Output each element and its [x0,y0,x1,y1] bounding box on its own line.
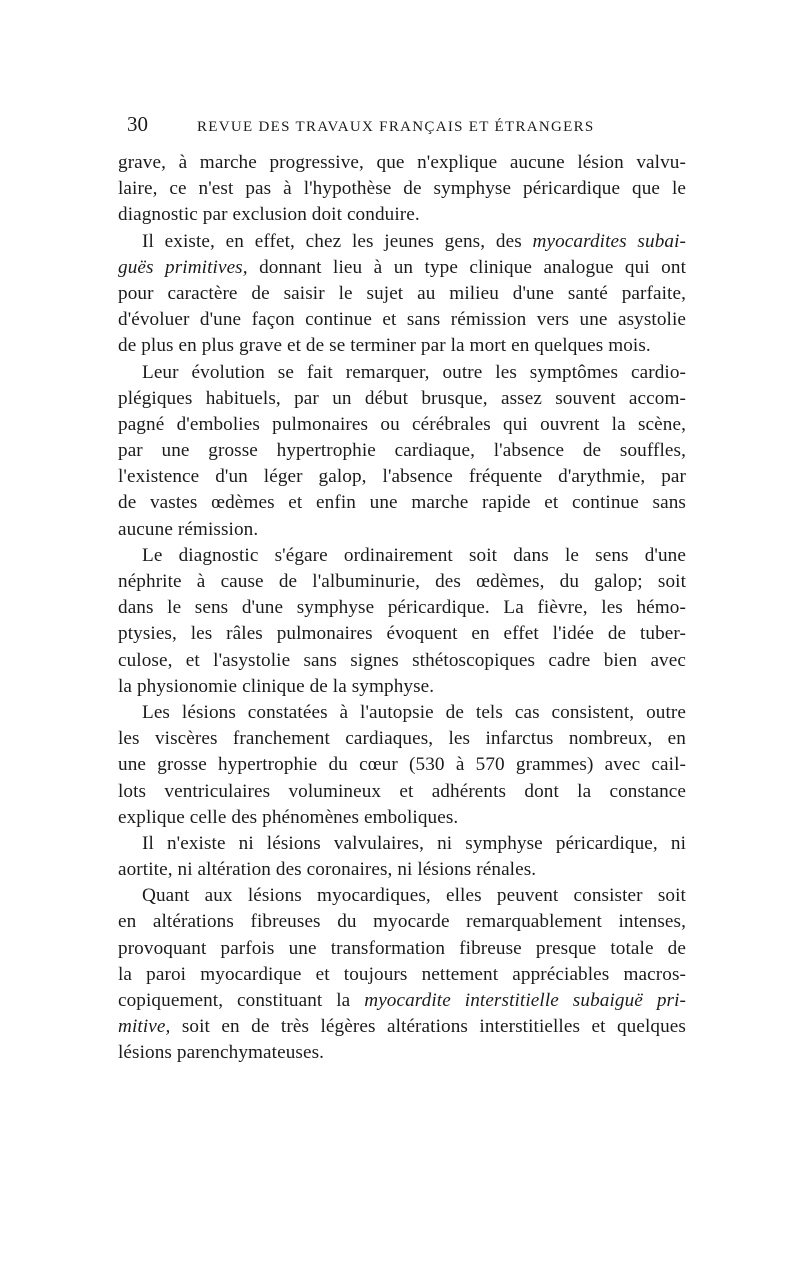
text-line [118,779,686,805]
text-run: les viscères franchement cardiaques, les infarctus nombreux, en [118,728,686,750]
text-run: dans le sens d'une symphyse péricardique. La fièvre, les hémo- [118,597,686,619]
text-line [118,543,686,569]
text-run: pagné d'embolies pulmonaires ou cérébrales qui ouvrent la scène, [118,413,686,435]
italic-text: myocardite interstitielle subaiguë pri- [364,990,687,1011]
text-line [118,202,686,228]
text-line [118,490,686,516]
text-line [118,988,686,1014]
text-line [118,150,686,176]
text-line [118,831,686,857]
text-run: plégiques habituels, par un début brusque, assez souvent accom- [118,387,686,409]
text-run: par une grosse hypertrophie cardiaque, l'absence de souffles, [118,440,686,462]
text-line [118,229,686,255]
text-run: la physionomie clinique de la symphyse. [118,675,435,697]
text-line [118,700,686,726]
italic-text: guës primitives, [118,256,248,278]
text-line [118,674,686,700]
text-run: l'existence d'un léger galop, l'absence fréquente d'arythmie, par [118,466,686,488]
text-run: Il existe, en effet, chez les jeunes gens, des [142,230,533,252]
text-run: soit en de très légères altérations interstitielles et quelques [170,1016,686,1038]
text-line [118,360,686,386]
text-line [118,255,686,281]
text-run: ptysies, les râles pulmonaires évoquent en effet l'idée de tuber- [118,623,686,645]
italic-text: myocardites subai- [532,230,686,252]
text-line [118,281,686,307]
text-line [118,595,686,621]
text-line [118,464,686,490]
text-run: la paroi myocardique et toujours nettement appréciables macros- [118,963,686,985]
text-run: Leur évolution se fait remarquer, outre les symptômes cardio- [142,361,686,383]
running-head [127,112,687,142]
text-run: diagnostic par exclusion doit conduire. [118,204,420,226]
text-run: provoquant parfois une transformation fibreuse presque totale de [118,937,686,959]
text-line [118,412,686,438]
text-run: de plus en plus grave et de se terminer par la mort en quelques mois. [118,335,651,357]
text-run: explique celle des phénomènes emboliques. [118,806,459,828]
text-line [118,517,686,543]
text-run: grave, à marche progressive, que n'explique aucune lésion valvu- [118,152,686,173]
text-line [118,621,686,647]
page-number: 30 [127,112,148,136]
text-line [118,883,686,909]
text-run: lots ventriculaires volumineux et adhérents dont la constance [118,780,686,802]
text-run: Les lésions constatées à l'autopsie de tels cas consistent, outre [142,701,686,723]
text-run: pour caractère de saisir le sujet au milieu d'une santé parfaite, [118,282,686,304]
text-line [118,909,686,935]
text-line [118,857,686,883]
text-run: néphrite à cause de l'albuminurie, des œdèmes, du galop; soit [118,571,686,592]
text-line [118,1040,686,1066]
text-line [118,962,686,988]
text-run: lésions parenchymateuses. [118,1042,325,1064]
text-run: laire, ce n'est pas à l'hypothèse de symphyse péricardique que le [118,178,686,200]
text-line [118,648,686,674]
text-run: donnant lieu à un type clinique analogue qui ont [247,256,687,278]
text-line [118,569,686,595]
text-line [118,1014,686,1040]
text-line [118,333,686,359]
text-run: aortite, ni altération des coronaires, ni lésions rénales. [118,859,537,881]
italic-text: mitive, [118,1016,171,1038]
text-line [118,386,686,412]
text-line [118,307,686,333]
text-run: Il n'existe ni lésions valvulaires, ni symphyse péricardique, ni [142,832,686,854]
journal-title: REVUE DES TRAVAUX FRANÇAIS ET ÉTRANGERS [197,119,595,135]
text-line [118,176,686,202]
text-run: culose, et l'asystolie sans signes sthétoscopiques cadre bien avec [118,649,686,671]
text-run: de vastes œdèmes et enfin une marche rapide et continue sans [118,492,686,514]
text-run: en altérations fibreuses du myocarde remarquablement intenses, [118,911,686,933]
body-text [118,150,686,1067]
text-run: une grosse hypertrophie du cœur (530 à 570 grammes) avec cail- [118,754,686,776]
text-run: Le diagnostic s'égare ordinairement soit dans le sens d'une [142,544,686,566]
text-run: aucune rémission. [118,518,259,540]
text-run: copiquement, constituant la [118,990,365,1011]
text-line [118,805,686,831]
text-run: d'évoluer d'une façon continue et sans rémission vers une asystolie [118,309,686,331]
text-run: Quant aux lésions myocardiques, elles peuvent consister soit [142,885,686,907]
text-line [118,438,686,464]
text-line [118,752,686,778]
text-line [118,726,686,752]
text-line [118,936,686,962]
